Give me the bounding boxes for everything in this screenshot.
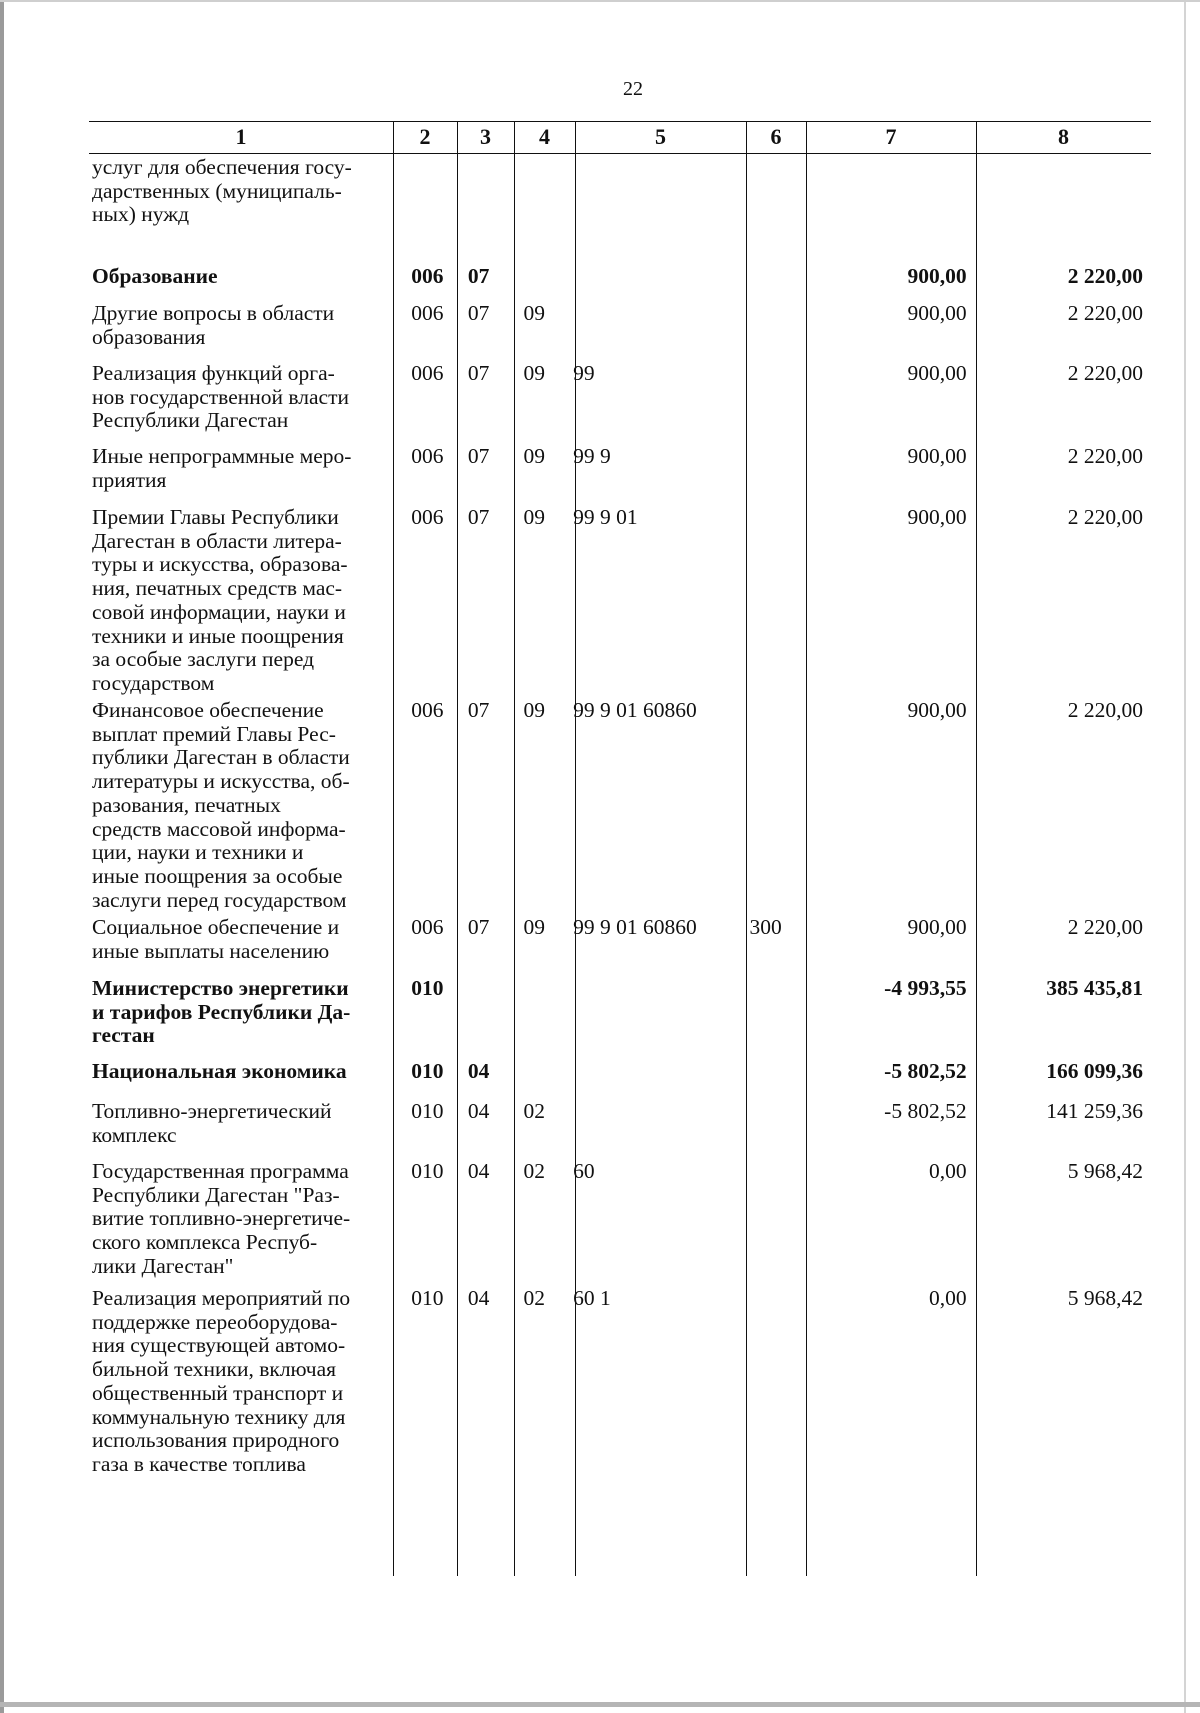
row-subsection-code: 09 xyxy=(523,361,546,385)
row-amount-total: 2 220,00 xyxy=(1067,505,1143,529)
row-section-code: 04 xyxy=(467,1159,490,1183)
row-description: Финансовое обеспечение выплат премий Главы Рес- публики Дагестан в области литературы и искусства, об- разования, печатных средств массовой информа- ции, науки и техники и иные поощрения за особые заслуги перед государством xyxy=(92,698,350,912)
header-col-7: 7 xyxy=(885,124,897,149)
table-row xyxy=(89,299,1151,359)
row-description: Иные непрограммные меро- приятия xyxy=(92,444,352,492)
row-amount-change: 900,00 xyxy=(907,505,967,529)
table-row xyxy=(89,974,1151,1057)
header-col-6: 6 xyxy=(770,124,782,149)
row-subsection-code: 02 xyxy=(523,1286,546,1310)
row-amount-change: -5 802,52 xyxy=(884,1099,967,1123)
row-section-code: 07 xyxy=(467,444,490,468)
row-target-article: 60 1 xyxy=(573,1286,611,1310)
row-amount-change: 0,00 xyxy=(928,1159,967,1183)
table-row xyxy=(89,696,1151,913)
row-section-code: 07 xyxy=(467,698,490,722)
table-header-row xyxy=(89,123,1151,154)
row-amount-total: 5 968,42 xyxy=(1067,1159,1143,1183)
row-section-code: 07 xyxy=(467,301,490,325)
row-target-article: 60 xyxy=(573,1159,595,1183)
row-ministry-code: 006 xyxy=(411,698,444,722)
header-col-3: 3 xyxy=(480,124,491,149)
row-description: Другие вопросы в области образования xyxy=(92,301,335,349)
row-amount-total: 2 220,00 xyxy=(1067,915,1143,939)
row-section-code: 07 xyxy=(467,264,490,288)
row-target-article: 99 9 xyxy=(573,444,611,468)
header-col-2: 2 xyxy=(419,124,431,149)
row-ministry-code: 010 xyxy=(411,1059,444,1083)
row-description: Национальная экономика xyxy=(92,1059,347,1083)
row-target-article: 99 xyxy=(573,361,595,385)
row-amount-change: 900,00 xyxy=(907,444,967,468)
header-col-8: 8 xyxy=(1058,124,1069,149)
row-ministry-code: 010 xyxy=(411,1159,444,1183)
row-amount-total: 385 435,81 xyxy=(1046,976,1143,1000)
row-description: услуг для обеспечения госу- дарственных (муниципаль- ных) нужд xyxy=(92,155,352,227)
row-section-code: 04 xyxy=(467,1059,490,1083)
row-section-code: 07 xyxy=(467,361,490,385)
table-top-rule xyxy=(89,121,1151,122)
row-description: Топливно-энергетический комплекс xyxy=(92,1099,332,1147)
row-description: Министерство энергетики и тарифов Республики Да- гестан xyxy=(92,976,351,1048)
row-ministry-code: 010 xyxy=(411,976,444,1000)
row-amount-total: 5 968,42 xyxy=(1067,1286,1143,1310)
row-section-code: 07 xyxy=(467,505,490,529)
table-row xyxy=(89,503,1151,696)
row-subsection-code: 09 xyxy=(523,301,546,325)
row-amount-total: 2 220,00 xyxy=(1067,698,1143,722)
row-subsection-code: 02 xyxy=(523,1099,546,1123)
row-amount-change: 900,00 xyxy=(907,915,967,939)
scan-edge-left xyxy=(0,0,4,1713)
row-description: Государственная программа Республики Дагестан "Раз- витие топливно-энергетиче- ского комплекса Респуб- лики Дагестан" xyxy=(92,1159,351,1278)
row-subsection-code: 09 xyxy=(523,915,546,939)
row-expense-type: 300 xyxy=(749,915,782,939)
table-row xyxy=(89,262,1151,299)
table-row xyxy=(89,1284,1151,1488)
budget-table xyxy=(89,121,1151,1576)
row-ministry-code: 006 xyxy=(411,915,444,939)
row-description: Премии Главы Республики Дагестан в области литера- туры и искусства, образова- ния, печатных средств мас- совой информации, науки и техники и иные поощрения за особые заслуги перед государством xyxy=(92,505,348,695)
row-amount-total: 166 099,36 xyxy=(1046,1059,1143,1083)
row-amount-total: 2 220,00 xyxy=(1067,301,1143,325)
row-section-code: 04 xyxy=(467,1099,490,1123)
scan-edge-right xyxy=(1184,0,1186,1713)
row-ministry-code: 010 xyxy=(411,1286,444,1310)
row-target-article: 99 9 01 xyxy=(573,505,638,529)
header-col-1: 1 xyxy=(235,124,247,149)
header-col-5: 5 xyxy=(655,124,666,149)
scan-edge-bottom xyxy=(0,1702,1200,1707)
row-amount-total: 2 220,00 xyxy=(1067,444,1143,468)
row-amount-change: -4 993,55 xyxy=(884,976,967,1000)
row-subsection-code: 09 xyxy=(523,505,546,529)
row-amount-total: 141 259,36 xyxy=(1046,1099,1143,1123)
row-amount-change: 900,00 xyxy=(907,301,967,325)
row-subsection-code: 09 xyxy=(523,444,546,468)
row-description: Реализация мероприятий по поддержке переоборудова- ния существующей автомо- бильной техники, включая общественный транспорт и коммунальную технику для использования природного газа в качестве топлива xyxy=(92,1286,351,1476)
scan-edge-top xyxy=(0,0,1200,2)
page-number: 22 xyxy=(623,78,643,100)
row-section-code: 07 xyxy=(467,915,490,939)
row-ministry-code: 006 xyxy=(411,301,444,325)
row-subsection-code: 09 xyxy=(523,698,546,722)
row-ministry-code: 006 xyxy=(411,361,444,385)
table-body xyxy=(89,153,1151,1488)
row-ministry-code: 006 xyxy=(411,505,444,529)
row-subsection-code: 02 xyxy=(523,1159,546,1183)
table-row xyxy=(89,153,1151,262)
row-ministry-code: 010 xyxy=(411,1099,444,1123)
row-amount-change: 900,00 xyxy=(907,264,967,288)
row-ministry-code: 006 xyxy=(411,264,444,288)
table-row xyxy=(89,359,1151,442)
row-description: Реализация функций орга- нов государственной власти Республики Дагестан xyxy=(92,361,349,433)
row-amount-total: 2 220,00 xyxy=(1067,361,1143,385)
table-row xyxy=(89,442,1151,503)
row-section-code: 04 xyxy=(467,1286,490,1310)
row-amount-total: 2 220,00 xyxy=(1067,264,1143,288)
row-amount-change: -5 802,52 xyxy=(884,1059,967,1083)
table-row xyxy=(89,1157,1151,1284)
row-target-article: 99 9 01 60860 xyxy=(573,915,697,939)
table-row xyxy=(89,1057,1151,1097)
row-amount-change: 900,00 xyxy=(907,361,967,385)
row-description: Образование xyxy=(92,264,218,288)
row-amount-change: 0,00 xyxy=(928,1286,967,1310)
header-col-4: 4 xyxy=(539,124,550,149)
row-amount-change: 900,00 xyxy=(907,698,967,722)
row-target-article: 99 9 01 60860 xyxy=(573,698,697,722)
row-ministry-code: 006 xyxy=(411,444,444,468)
table-row xyxy=(89,1097,1151,1157)
row-description: Социальное обеспечение и иные выплаты населению xyxy=(92,915,340,963)
table-row xyxy=(89,913,1151,974)
